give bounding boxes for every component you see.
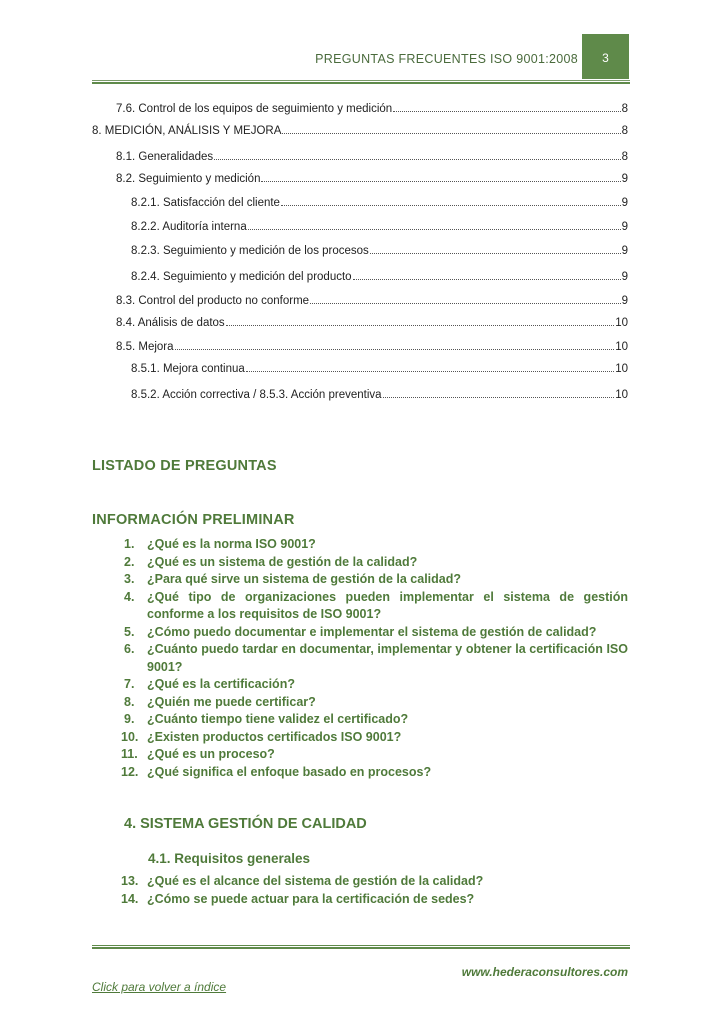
toc-entry[interactable] <box>131 386 628 402</box>
toc-entry-page: 8 <box>621 125 628 137</box>
question-number: 7. <box>124 677 135 691</box>
toc-entry-page: 9 <box>621 221 628 233</box>
question-number: 2. <box>124 554 135 569</box>
page-header <box>0 0 728 80</box>
toc-entry-title: 8.2. Seguimiento y medición <box>116 173 261 185</box>
question-text: ¿Cómo se puede actuar para la certificación de sedes? <box>147 891 475 906</box>
question-number: 14. <box>121 891 139 906</box>
header-title: PREGUNTAS FRECUENTES ISO 9001:2008 <box>315 52 578 66</box>
toc-entry-page: 10 <box>615 389 628 401</box>
question-text: ¿Qué es la certificación? <box>147 677 295 691</box>
toc-entry-title: 8.1. Generalidades <box>116 151 214 163</box>
back-to-index-link[interactable]: Click para volver a índice <box>92 980 227 994</box>
question-item[interactable] <box>92 676 628 694</box>
toc-entry[interactable] <box>116 100 628 116</box>
toc-entry-title: 7.6. Control de los equipos de seguimiento y medición <box>116 103 393 115</box>
toc-entry-page: 10 <box>615 317 628 329</box>
preliminar-question-list <box>92 536 628 781</box>
toc-entry-title: 8.2.4. Seguimiento y medición del producto <box>131 271 352 283</box>
question-item[interactable] <box>92 729 628 747</box>
question-item[interactable] <box>92 554 628 572</box>
question-text: ¿Para qué sirve un sistema de gestión de la calidad? <box>147 572 461 586</box>
question-item[interactable] <box>92 873 628 891</box>
sistema-subheading: 4.1. Requisitos generales <box>148 851 311 866</box>
question-text: ¿Existen productos certificados ISO 9001? <box>147 729 402 744</box>
sistema-heading: 4. SISTEMA GESTIÓN DE CALIDAD <box>124 816 367 832</box>
toc-entry[interactable] <box>131 360 628 376</box>
toc-entry[interactable] <box>131 268 628 284</box>
question-item[interactable] <box>92 764 628 782</box>
toc-entry-page: 10 <box>615 363 628 375</box>
toc-entry-title: 8.5.1. Mejora continua <box>131 363 245 375</box>
question-number: 6. <box>124 642 135 656</box>
question-number: 4. <box>124 589 135 604</box>
question-text: ¿Qué es la norma ISO 9001? <box>147 537 316 551</box>
toc-entry[interactable] <box>131 218 628 234</box>
toc-entry-title: 8.2.3. Seguimiento y medición de los procesos <box>131 245 369 257</box>
question-item[interactable] <box>92 711 628 729</box>
question-number: 13. <box>121 874 139 888</box>
question-item[interactable] <box>92 536 628 554</box>
question-number: 9. <box>124 712 135 726</box>
question-text: ¿Qué es un sistema de gestión de la calidad? <box>147 554 418 569</box>
toc-entry-page: 10 <box>615 341 628 353</box>
toc-entry[interactable] <box>131 242 628 258</box>
question-item[interactable] <box>92 891 628 909</box>
question-text: ¿Qué significa el enfoque basado en procesos? <box>147 764 432 779</box>
question-text: ¿Qué es un proceso? <box>147 747 275 761</box>
toc-entry-title: 8.4. Análisis de datos <box>116 317 225 329</box>
question-number: 5. <box>124 624 135 639</box>
page-number-box <box>582 34 629 79</box>
toc-entry[interactable] <box>116 314 628 330</box>
toc-entry-page: 9 <box>621 271 628 283</box>
question-text: ¿Cuánto puedo tardar en documentar, implementar y obtener la certificación ISO 9001? <box>147 642 628 674</box>
toc-entry-page: 8 <box>621 103 628 115</box>
toc-entry-title: 8.2.2. Auditoría interna <box>131 221 247 233</box>
website-link[interactable]: www.hederaconsultores.com <box>461 965 628 979</box>
toc-entry-title: 8.5.2. Acción correctiva / 8.5.3. Acción preventiva <box>131 389 382 401</box>
preliminar-heading: INFORMACIÓN PRELIMINAR <box>92 512 295 528</box>
toc-entry-page: 9 <box>621 245 628 257</box>
question-number: 12. <box>121 764 139 779</box>
question-item[interactable] <box>92 641 628 676</box>
toc-entry-page: 9 <box>621 295 628 307</box>
toc-entry-page: 9 <box>621 197 628 209</box>
question-text: ¿Qué tipo de organizaciones pueden implementar el sistema de gestión conforme a los requisitos de ISO 9001? <box>147 589 628 621</box>
toc-entry-title: 8.5. Mejora <box>116 341 174 353</box>
question-number: 1. <box>124 537 135 551</box>
toc-entry[interactable] <box>92 122 628 138</box>
question-number: 3. <box>124 572 135 586</box>
header-divider <box>92 80 630 81</box>
footer-divider-thick <box>92 947 630 949</box>
question-number: 8. <box>124 694 135 709</box>
toc-entry-title: 8. MEDICIÓN, ANÁLISIS Y MEJORA <box>92 125 282 137</box>
question-number: 11. <box>121 747 138 761</box>
question-item[interactable] <box>92 694 628 712</box>
toc-entry[interactable] <box>116 338 628 354</box>
question-item[interactable] <box>92 589 628 624</box>
header-divider-thick <box>92 82 630 84</box>
listado-heading: LISTADO DE PREGUNTAS <box>92 458 277 474</box>
question-number: 10. <box>121 729 139 744</box>
footer-divider <box>92 945 630 946</box>
question-text: ¿Cuánto tiempo tiene validez el certificado? <box>147 712 409 726</box>
question-text: ¿Qué es el alcance del sistema de gestión de la calidad? <box>147 874 484 888</box>
page-number: 3 <box>602 51 609 65</box>
toc-entry[interactable] <box>116 170 628 186</box>
toc-entry[interactable] <box>116 148 628 164</box>
question-text: ¿Quién me puede certificar? <box>147 694 316 709</box>
question-item[interactable] <box>92 571 628 589</box>
toc-entry[interactable] <box>116 292 628 308</box>
question-item[interactable] <box>92 624 628 642</box>
toc-entry[interactable] <box>131 194 628 210</box>
question-item[interactable] <box>92 746 628 764</box>
sistema-question-list <box>92 873 628 908</box>
toc-entry-title: 8.3. Control del producto no conforme <box>116 295 310 307</box>
question-text: ¿Cómo puedo documentar e implementar el sistema de gestión de calidad? <box>147 624 597 639</box>
toc-entry-page: 8 <box>621 151 628 163</box>
toc-entry-title: 8.2.1. Satisfacción del cliente <box>131 197 280 209</box>
toc-entry-page: 9 <box>621 173 628 185</box>
